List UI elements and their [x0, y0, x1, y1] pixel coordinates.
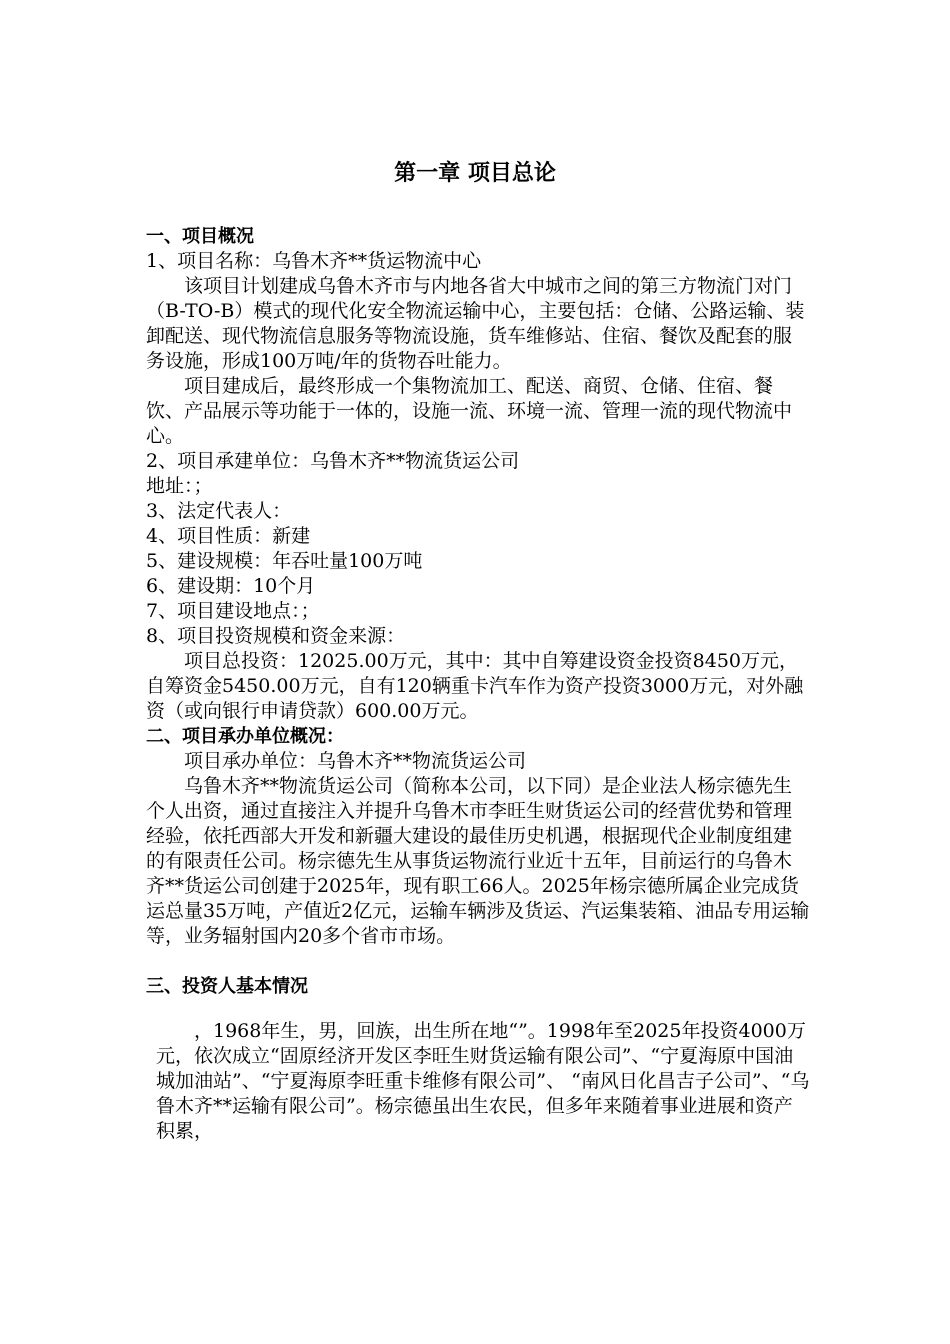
spacer	[146, 949, 810, 974]
item-project-name: 1、项目名称：乌鲁木齐**货运物流中心	[146, 250, 482, 272]
paragraph-project-plan: 该项目计划建成乌鲁木齐市与内地各省大中城市之间的第三方物流门对门（B-TO-B）模式的现代化安全物流运输中心，主要包括：仓储、公路运输、装卸配送、现代物流信息服务等物流设施，货车维修站、住宿、餐饮及配套的服务设施，形成100万吨/年的货物吞吐能力。	[146, 275, 805, 372]
item-investment-source: 8、项目投资规模和资金来源：	[146, 625, 406, 647]
paragraph-company-profile: 乌鲁木齐**物流货运公司（简称本公司，以下同）是企业法人杨宗德先生个人出资，通过直接注入并提升乌鲁木市李旺生财货运公司的经营优势和管理经验，依托西部大开发和新疆大建设的最佳历史机遇，根据现代企业制度组建的有限责任公司。杨宗德先生从事货运物流行业近十五年，目前运行的乌鲁木齐**货运公司创建于2025年，现有职工66人。2025年杨宗德所属企业完成货运总量35万吨，产值近2亿元，运输车辆涉及货运、汽运集装箱、油品专用运输等，业务辐射国内20多个省市市场。	[146, 775, 810, 947]
chapter-title: 第一章 项目总论	[394, 161, 556, 186]
item-builder-unit: 2、项目承建单位：乌鲁木齐**物流货运公司	[146, 450, 520, 472]
item-construction-period: 6、建设期：10个月	[146, 575, 316, 597]
item-legal-representative: 3、法定代表人：	[146, 500, 292, 522]
item-project-nature: 4、项目性质：新建	[146, 525, 311, 547]
paragraph-investor-info: ，1968年生，男，回族，出生所在地“”。1998年至2025年投资4000万元，依次成立“固原经济开发区李旺生财货运输有限公司”、“宁夏海原中国油城加油站”、“宁夏海原李旺重卡维修有限公司”、 “南风日化昌吉子公司”、“乌鲁木齐**运输有限公司”。杨宗德虽出生农民，但多年来随着事业进展和资产积累，	[156, 1020, 810, 1142]
document-body	[146, 224, 810, 1144]
item-address: 地址：；	[146, 475, 213, 497]
item-construction-location: 7、项目建设地点：；	[146, 600, 320, 622]
paragraph-total-investment: 项目总投资：12025.00万元，其中：其中自筹建设资金投资8450万元，自筹资金5450.00万元，自有120辆重卡汽车作为资产投资3000万元，对外融资（或向银行申请贷款）600.00万元。	[146, 650, 804, 722]
paragraph-organizer-unit: 项目承办单位：乌鲁木齐**物流货运公司	[184, 750, 527, 772]
spacer	[146, 999, 810, 1019]
item-construction-scale: 5、建设规模：年吞吐量100万吨	[146, 550, 423, 572]
section-heading-organizer: 二、项目承办单位概况：	[146, 726, 344, 747]
paragraph-project-result: 项目建成后，最终形成一个集物流加工、配送、商贸、仓储、住宿、餐饮、产品展示等功能于一体的，设施一流、环境一流、管理一流的现代物流中心。	[146, 375, 793, 447]
section-heading-investor: 三、投资人基本情况	[146, 976, 308, 997]
section-heading-overview: 一、项目概况	[146, 226, 254, 247]
